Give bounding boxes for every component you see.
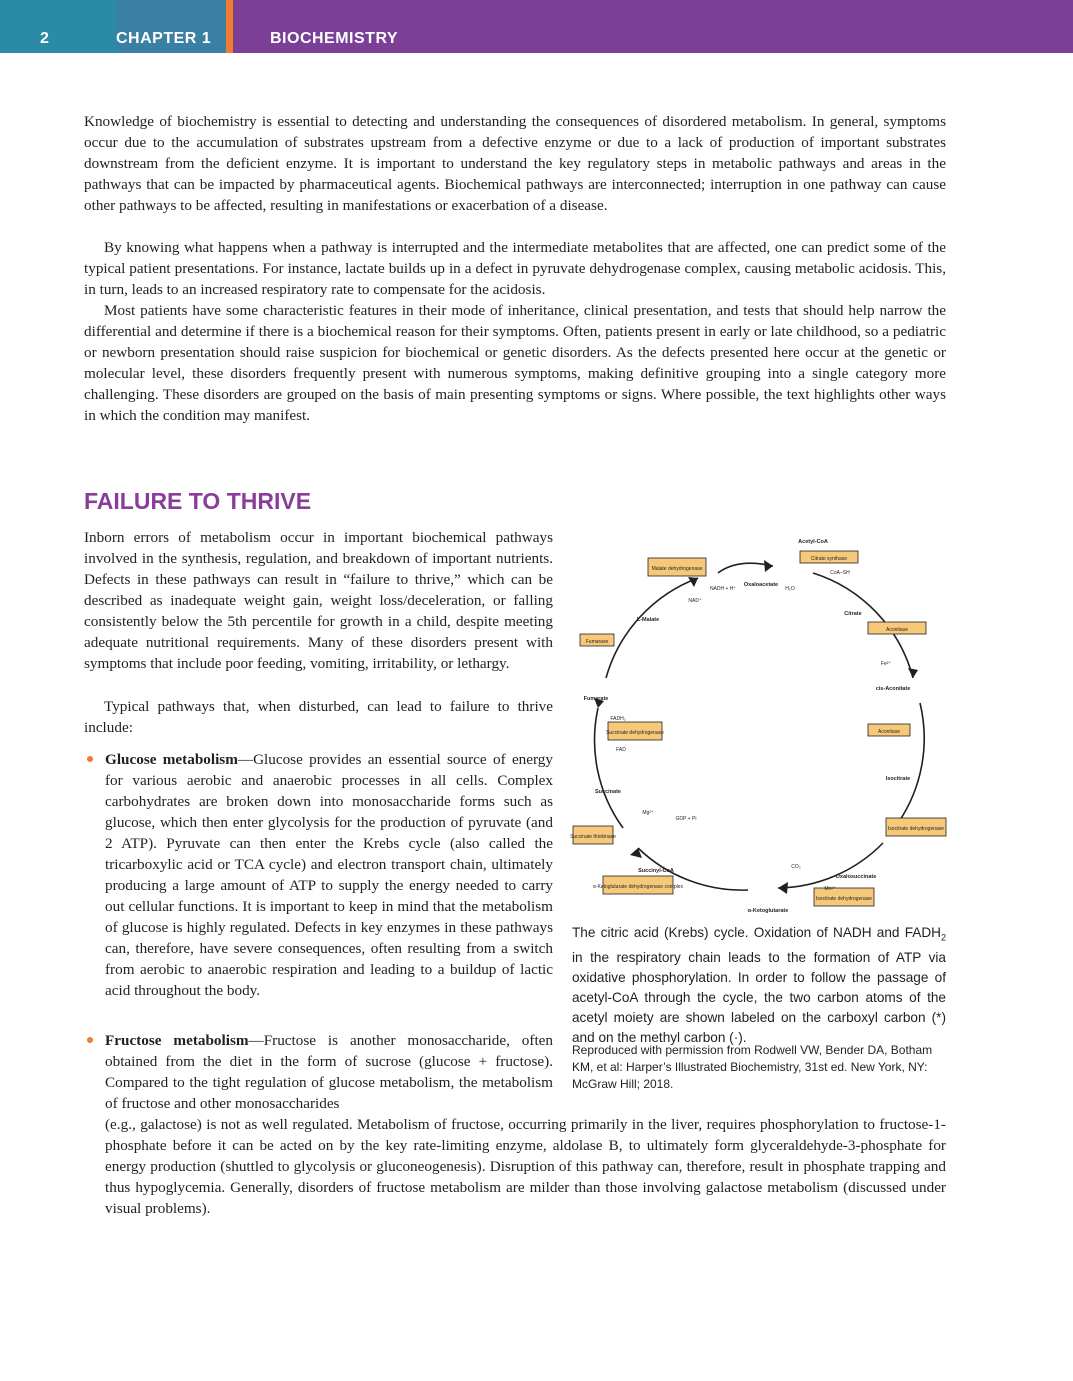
cofactor-label: GDP + Pi (675, 816, 697, 822)
section-paragraph-2: Typical pathways that, when disturbed, can lead to failure to thrive include: (84, 698, 553, 736)
caption-subscript: 2 (941, 932, 947, 943)
enzyme-label: Succinate dehydrogenase (606, 730, 664, 736)
arrowhead (778, 882, 788, 894)
header-accent-stripe (226, 0, 233, 53)
section-paragraph-1: Inborn errors of metabolism occur in important biochemical pathways involved in the synthesis, regulation, and breakdown of important nutrients. Defects in these pathways can result in “failure to thrive,” which can be described as inadequate weight gain, weight loss/deceleration, or falling consistently below the 5th percentile for growth in a child, despite meeting adequate nutritional requirements. Many of these disorders present with symptoms that include poor feeding, vomiting, irritability, or lethargy. (84, 529, 553, 672)
cofactor-label: FAD (616, 747, 626, 753)
cofactor-label: CO₂ (791, 864, 801, 870)
enzyme-label: Succinate thiokinase (570, 834, 616, 840)
bullet-text: —Glucose provides an essential source of energy for various aerobic and anaerobic processes in all cells. Complex carbohydrates are broken down into monosaccharide forms such as glucose, which then enter glycolysis for the production of pyruvate (and 2 ATP). Pyruvate can then enter the Krebs cycle (also called the tricarboxylic acid or TCA cycle) and electron transport chain, ultimately producing a large amount of ATP to supply the energy needed to carry out cellular functions. It is important to keep in mind that the metabolism of glucose is highly regulated. Defects in key enzymes in these pathways can, therefore, have severe consequences, often resulting from a switch from aerobic to anaerobic respiration and leading to a buildup of lactic acid throughout the body. (105, 751, 553, 999)
bullet-dot (84, 1032, 96, 1044)
cycle-arc (898, 703, 924, 823)
metabolite-label: Oxaloacetate (743, 582, 779, 588)
metabolite-label: α-Ketoglutarate (747, 908, 789, 914)
page-number: 2 (40, 30, 50, 47)
metabolite-label: Succinyl-CoA (638, 868, 674, 874)
enzyme-label: Isocitrate dehydrogenase (887, 826, 945, 832)
enzyme-label: Citrate synthase (810, 556, 848, 562)
section-label: BIOCHEMISTRY (270, 30, 399, 47)
cofactor-label: H₂O (785, 586, 795, 592)
krebs-cycle-figure (568, 518, 948, 918)
metabolite-label: Succinate (595, 789, 621, 795)
metabolite-label: Citrate (844, 611, 862, 617)
intro-paragraph-3: Most patients have some characteristic features in their mode of inheritance, clinical presentation, and tests that should help narrow the differential and determine if there is a biochemical reason for their symptoms. Often, patients present in early or late childhood, so a pediatric or newborn presentation should raise suspicion for biochemical or genetic disorders. As the defects presented here occur at the genetic or molecular level, these disorders frequently present with numerous symptoms, making definitive grouping into a single category more challenging. These disorders are grouped on the basis of main presenting symptoms or signs. Where possible, the text highlights other ways in which the condition may manifest. (84, 302, 946, 424)
cofactor-label: NADH + H⁺ (709, 586, 737, 592)
cycle-arc (606, 578, 698, 678)
figure-credit: Reproduced with permission from Rodwell VW, Bender DA, Botham KM, et al: Harper’s Illustrated Biochemistry, 31st ed. New York, NY: McGraw Hill; 2018. (572, 1043, 933, 1091)
metabolite-label: cis-Aconitate (875, 686, 911, 692)
caption-text: FADH (904, 925, 941, 940)
metabolite-label: Isocitrate (885, 776, 911, 782)
cofactor-label: FADH₂ (610, 716, 626, 722)
enzyme-label: Aconitase (878, 729, 900, 735)
figure-caption (572, 923, 946, 1048)
caption-text: The citric acid (Krebs) cycle. Oxidation of NADH and (572, 925, 900, 940)
section-heading: FAILURE TO THRIVE (84, 488, 312, 514)
chapter-label: CHAPTER 1 (116, 30, 212, 47)
cofactor-label: Fe²⁺ (880, 661, 892, 667)
caption-text: in the respiratory chain leads to the formation of ATP via oxidative phosphorylation. In order to follow the passage of acetyl-CoA through the cycle, the two carbon atoms of the acetyl moiety are shown labeled on the carboxyl carbon (*) and on the methyl carbon (·). (572, 949, 946, 1045)
cofactor-label: CoA–SH (830, 570, 850, 576)
page-number-block (0, 0, 117, 53)
enzyme-label: Fumarase (585, 639, 609, 645)
bullet-dot (84, 751, 96, 763)
enzyme-label: α-Ketoglutarate dehydrogenase complex (592, 884, 684, 890)
bullet-fructose-continued: (e.g., galactose) is not as well regulated. Metabolism of fructose, occurring primarily in the liver, requires phosphorylation to fructose-1-phosphate before it can be acted on by the key rate-limiting enzyme, aldolase B, to ultimately form glyceraldehyde-3-phosphate for energy production (shuttled to glycolysis or gluconeogenesis). Disruption of this pathway can, therefore, result in phosphate trapping and thus hypoglycemia. Generally, disorders of fructose metabolism are milder than those involving galactose metabolism (discussed under visual problems). (105, 1116, 946, 1217)
arrowhead (908, 668, 918, 678)
metabolite-label: Oxalosuccinate (835, 874, 877, 880)
intro-paragraph-2: By knowing what happens when a pathway is interrupted and the intermediate metabolites that are affected, one can predict some of the typical patient presentations. For instance, lactate builds up in a defect in pyruvate dehydrogenase complex, causing metabolic acidosis. This, in turn, leads to an increased respiratory rate to compensate for the acidosis. (84, 239, 946, 298)
bullet-term: Glucose metabolism (105, 751, 238, 768)
metabolite-label: Fumarate (583, 696, 609, 702)
intro-paragraph-1: Knowledge of biochemistry is essential to detecting and understanding the consequences of disordered metabolism. In general, symptoms occur due to the accumulation of substrates upstream from a defective enzyme or due to a lack of production of important substrates downstream from the deficient enzyme. It is important to understand the key regulatory steps in metabolic pathways and areas in the pathways that can be impacted by pharmaceutical agents. Biochemical pathways are interconnected; interruption in one pathway can cause other pathways to be affected, resulting in manifestations or exacerbation of a disease. (84, 113, 946, 214)
metabolite-label: L-Malate (636, 617, 660, 623)
bullet-term: Fructose metabolism (105, 1032, 249, 1049)
metabolite-label: Acetyl-CoA (798, 539, 828, 545)
enzyme-label: Malate dehydrogenase (651, 566, 703, 572)
cofactor-label: Mg²⁺ (642, 810, 654, 816)
arrowhead (764, 560, 773, 572)
enzyme-label: Aconitase (886, 627, 908, 633)
bullet-glucose (105, 749, 553, 1001)
enzyme-label: Isocitrate dehydrogenase (815, 896, 873, 902)
cofactor-label: NAD⁺ (688, 598, 702, 604)
bullet-fructose (105, 1030, 553, 1114)
bullet-text: —Fructose is another monosaccharide, often obtained from the diet in the form of sucrose (glucose + fructose). Compared to the tight regulation of glucose metabolism, the metabolism of fructose and other monosaccharides (105, 1032, 554, 1112)
cofactor-label: Mn²⁺ (824, 886, 836, 892)
